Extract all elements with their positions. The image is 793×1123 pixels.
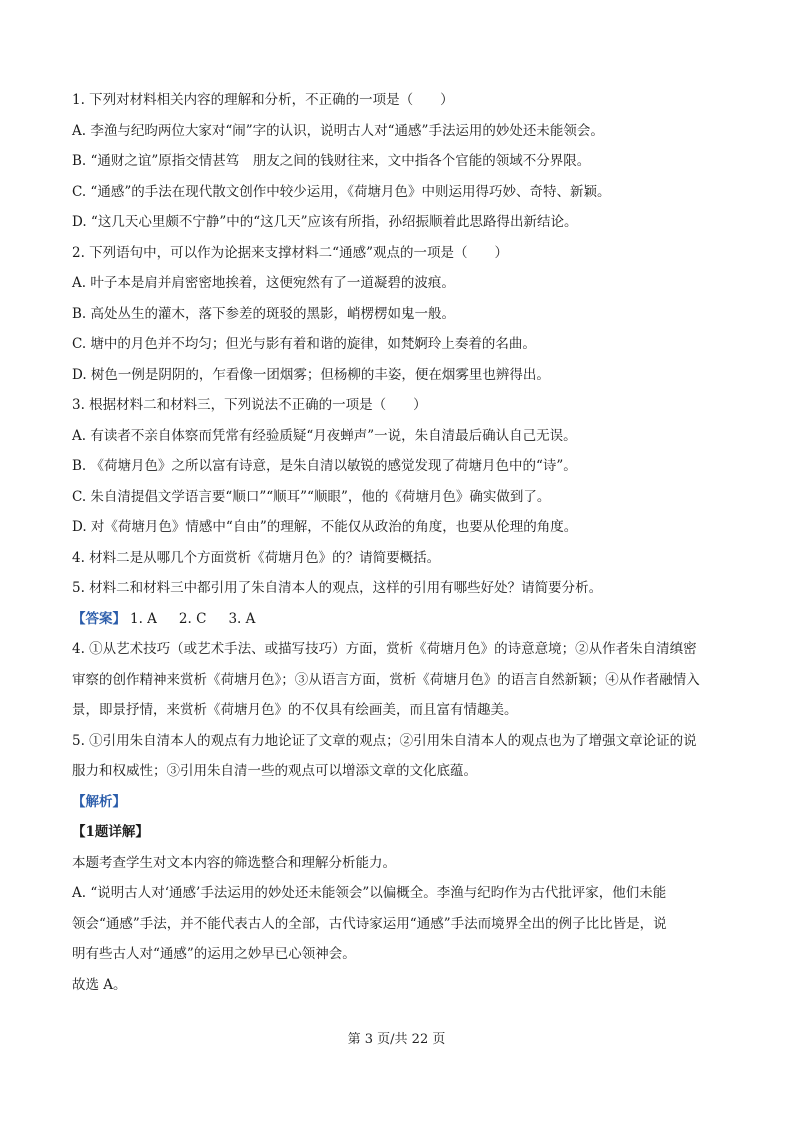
question-3-option-d: D. 对《荷塘月色》情感中“自由”的理解，不能仅从政治的角度，也要从伦理的角度。: [72, 519, 578, 535]
document-body: [72, 90, 732, 1005]
page-footer: 第 3 页/共 22 页: [347, 1032, 446, 1047]
answer-item: 2. C: [178, 610, 207, 627]
analysis-a-line: A. “说明古人对‘通感’手法运用的妙处还未能领会”以偏概全。李渔与纪昀作为古代批评家，他们未能: [72, 885, 667, 901]
question-1-option-c: C. “通感”的手法在现代散文创作中较少运用，《荷塘月色》中则运用得巧妙、奇特、新颖。: [72, 183, 611, 200]
answer-q4-line: 审察的创作精神来赏析《荷塘月色》；③从语言方面，赏析《荷塘月色》的语言自然新颖；④从作者融情入: [72, 671, 700, 688]
answer-item: 1. A: [130, 610, 157, 627]
question-3-option-c: C. 朱自清提倡文学语言要“顺口”“顺耳”“顺眼”，他的《荷塘月色》确实做到了。: [72, 488, 551, 505]
analysis-a-line: 明有些古人对“通感”的运用之妙早已心领神会。: [72, 946, 356, 962]
question-2-option-d: D. 树色一例是阴阴的，乍看像一团烟雾；但杨柳的丰姿，便在烟雾里也辨得出。: [72, 366, 550, 383]
question-5-stem: 5. 材料二和材料三中都引用了朱自清本人的观点，这样的引用有哪些好处？请简要分析。: [72, 580, 603, 596]
answer-q4-line: 4. ①从艺术技巧（或艺术手法、或描写技巧）方面，赏析《荷塘月色》的诗意意境；②从作者朱自清缜密: [72, 641, 697, 657]
question-2-option-b: B. 高处丛生的灌木，落下参差的斑驳的黑影，峭楞楞如鬼一般。: [72, 305, 456, 322]
question-2-option-c: C. 塘中的月色并不均匀；但光与影有着和谐的旋律，如梵婀玲上奏着的名曲。: [72, 336, 536, 352]
answer-q5-line: 服力和权威性；③引用朱自清一些的观点可以增添文章的文化底蕴。: [72, 763, 477, 779]
question-1-option-a: A. 李渔与纪昀两位大家对“闹”字的认识，说明古人对“通感”手法运用的妙处还未能领会。: [72, 122, 604, 139]
answer-item: 3. A: [228, 610, 256, 627]
analysis-a-line: 领会“通感”手法，并不能代表古人的全部，古代诗家运用“通感”手法而境界全出的例子比比皆是，说: [72, 915, 667, 932]
answer-q5-line: 5. ①引用朱自清本人的观点有力地论证了文章的观点；②引用朱自清本人的观点也为了增强文章论证的说: [72, 732, 697, 749]
question-3-stem: 3. 根据材料二和材料三，下列说法不正确的一项是（ ）: [72, 397, 427, 413]
analysis-label: 【解析】: [72, 793, 126, 810]
question-1-stem: 1. 下列对材料相关内容的理解和分析，不正确的一项是（ ）: [72, 92, 454, 108]
analysis-conclusion: 故选 A。: [72, 976, 127, 993]
question-1-option-b: B. “通财之谊”原指交情甚笃 朋友之间的钱财往来，文中指各个官能的领域不分界限。: [72, 153, 591, 169]
analysis-intro: 本题考查学生对文本内容的筛选整合和理解分析能力。: [72, 854, 396, 871]
question-1-option-d: D. “这几天心里颇不宁静”中的“这几天”应该有所指，孙绍振顺着此思路得出新结论。: [72, 214, 578, 230]
question-3-option-a: A. 有读者不亲自体察而凭常有经验质疑“月夜蝉声”一说，朱自清最后确认自己无误。: [72, 427, 577, 444]
answer-row: [72, 609, 732, 629]
analysis-section-heading: 【1题详解】: [72, 824, 149, 840]
answer-label: 【答案】: [72, 610, 126, 627]
answer-q4-line: 景，即景抒情，来赏析《荷塘月色》的不仅具有绘画美，而且富有情趣美。: [72, 702, 518, 718]
question-4-stem: 4. 材料二是从哪几个方面赏析《荷塘月色》的？请简要概括。: [72, 549, 441, 566]
question-2-option-a: A. 叶子本是肩并肩密密地挨着，这便宛然有了一道凝碧的波痕。: [72, 275, 455, 291]
question-3-option-b: B. 《荷塘月色》之所以富有诗意，是朱自清以敏锐的感觉发现了荷塘月色中的“诗”。: [72, 458, 577, 474]
question-2-stem: 2. 下列语句中，可以作为论据来支撑材料二“通感”观点的一项是（ ）: [72, 244, 508, 261]
